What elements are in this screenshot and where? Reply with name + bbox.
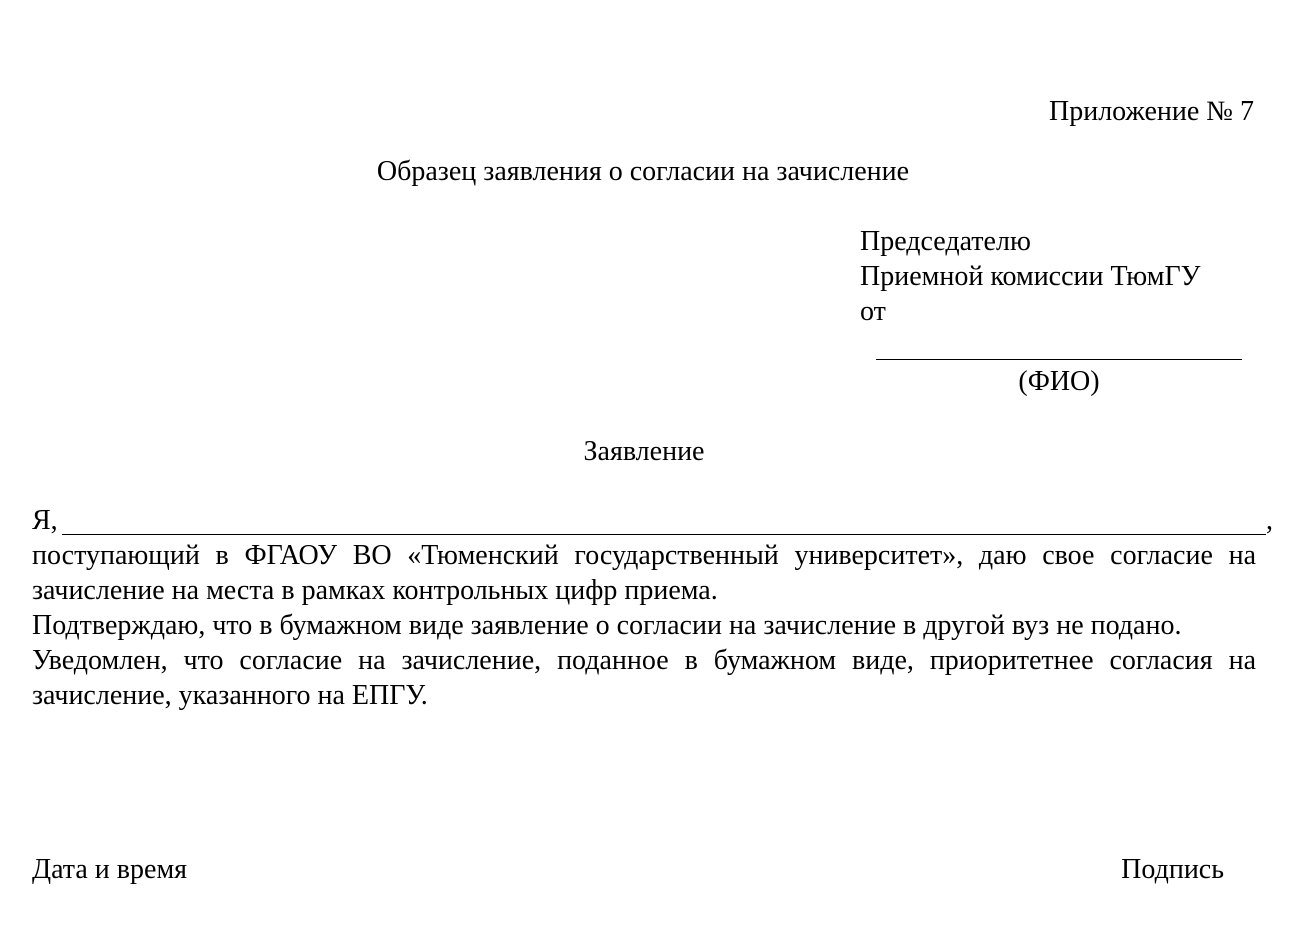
date-time-label: Дата и время: [32, 854, 188, 885]
applicant-prefix: Я,: [32, 505, 58, 536]
statement-body: [32, 538, 1256, 713]
appendix-label: Приложение № 7: [1049, 96, 1254, 127]
addressee-line-3: от: [860, 296, 886, 327]
applicant-suffix: ,: [1266, 505, 1273, 536]
paragraph-consent: поступающий в ФГАОУ ВО «Тюменский государственный университет», даю свое согласие на зачисление на места в рамках контрольных цифр приема.: [32, 540, 1256, 606]
fio-blank-line: [876, 327, 1242, 360]
document-title: Заявление: [583, 436, 705, 467]
paragraph-confirmation: Подтверждаю, что в бумажном виде заявление о согласии на зачисление в другой вуз не подано.: [32, 610, 1182, 641]
addressee-line-1: Председателю: [860, 226, 1031, 257]
addressee-line-2: Приемной комиссии ТюмГУ: [860, 261, 1201, 292]
fio-caption: (ФИО): [1018, 366, 1100, 397]
addressee-block: [860, 224, 1200, 329]
applicant-name-line: [32, 503, 1273, 538]
paragraph-notice: Уведомлен, что согласие на зачисление, поданное в бумажном виде, приоритетнее согласия на зачисление, указанного на ЕПГУ.: [32, 645, 1256, 711]
sample-title: Образец заявления о согласии на зачисление: [376, 156, 910, 187]
applicant-name-blank: [62, 503, 1266, 535]
signature-label: Подпись: [1121, 854, 1224, 885]
